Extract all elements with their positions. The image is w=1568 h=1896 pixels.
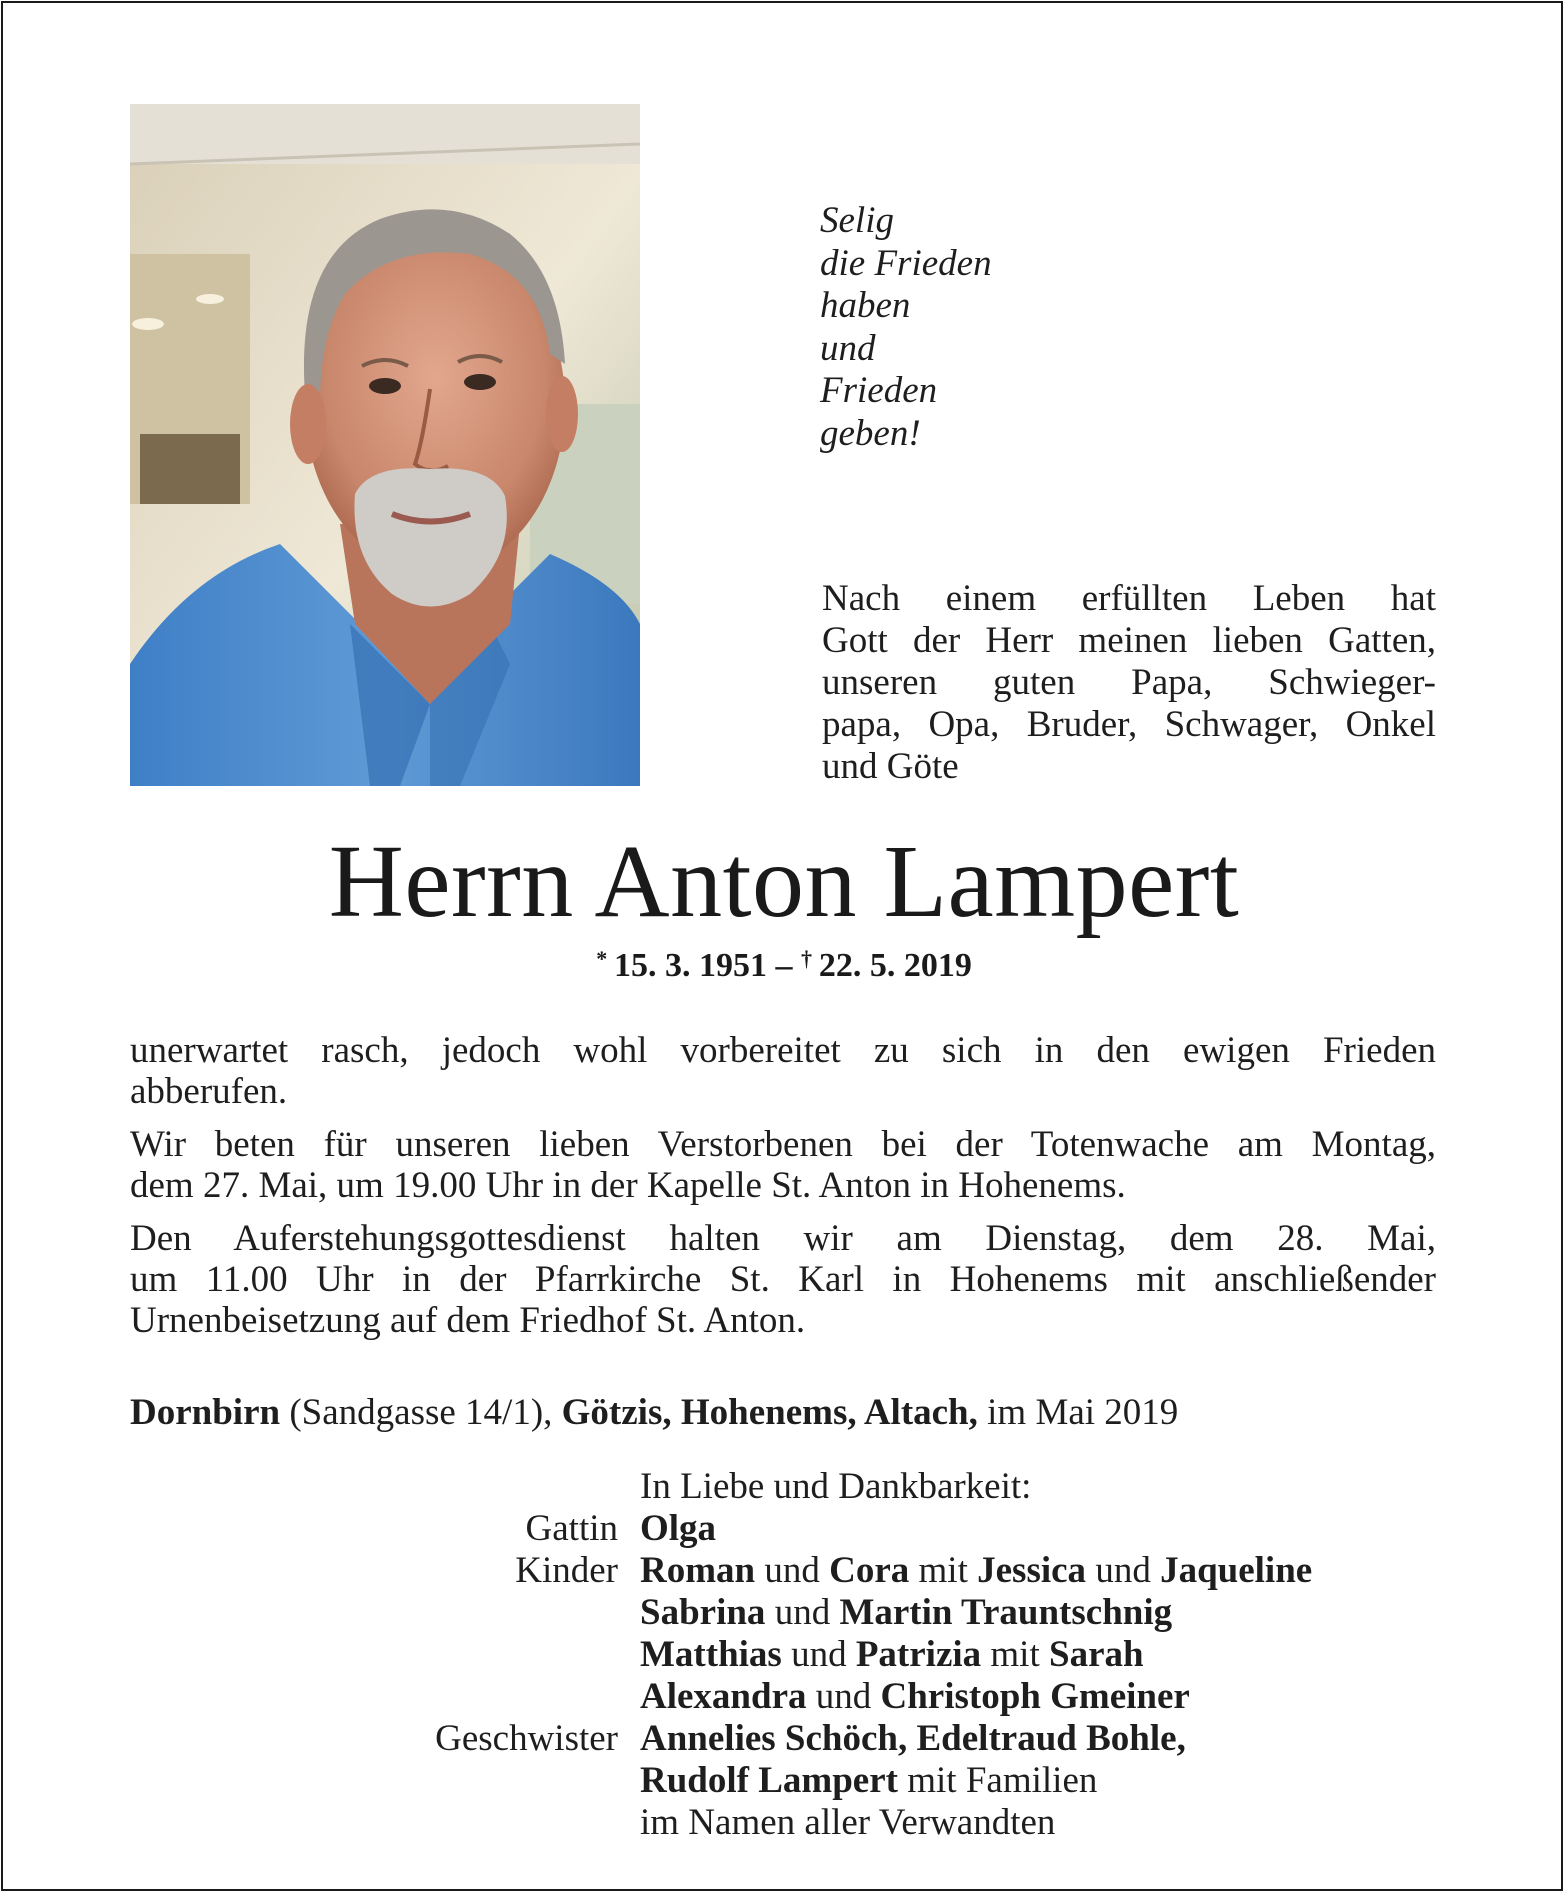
sibling-names: Rudolf Lampert [640, 1760, 898, 1801]
intro-paragraph [822, 578, 1436, 788]
death-date: 22. 5. 2019 [818, 947, 972, 984]
intro-line: und Göte [822, 746, 959, 787]
quote-line: geben! [820, 412, 921, 454]
gattin-name: Olga [640, 1508, 717, 1549]
body-paragraph [130, 1218, 1436, 1341]
conjunction: und [791, 1634, 847, 1675]
died-mark: † [801, 946, 812, 971]
born-mark: * [596, 946, 608, 971]
place-city: Dornbirn [130, 1392, 281, 1433]
child-name: Roman [640, 1550, 756, 1591]
intro-line: Nach einem erfüllten Leben hat [822, 578, 1436, 619]
conjunction: und [1095, 1550, 1151, 1591]
gattin-label: Gattin [525, 1508, 618, 1549]
body-line: Urnenbeisetzung auf dem Friedhof St. Anton. [130, 1300, 806, 1341]
quote-line: Selig [820, 200, 894, 241]
child-partner-name: Martin Trauntschnig [839, 1592, 1173, 1633]
body-line: abberufen. [130, 1071, 288, 1112]
bible-quote [820, 200, 992, 455]
greeting: In Liebe und Dankbarkeit: [640, 1466, 1032, 1507]
conjunction: und [815, 1676, 872, 1717]
child-name: Alexandra [640, 1676, 807, 1717]
body-line: um 11.00 Uhr in der Pfarrkirche St. Karl in Hohenems mit anschließender [130, 1259, 1436, 1300]
body-paragraph [130, 1124, 1436, 1206]
place-towns: Götzis, Hohenems, Altach, [561, 1392, 978, 1433]
quote-line: Frieden [820, 370, 938, 411]
conjunction: mit [990, 1634, 1040, 1675]
closing-line: im Namen aller Verwandten [640, 1802, 1056, 1843]
sibling-suffix: mit Familien [907, 1760, 1098, 1801]
life-dates [0, 946, 1568, 985]
body-line: unerwartet rasch, jedoch wohl vorbereitet zu sich in den ewigen Frieden [130, 1030, 1436, 1071]
sibling-names: Annelies Schöch, Edeltraud Bohle, [640, 1718, 1186, 1759]
child-partner-name: Christoph Gmeiner [880, 1676, 1190, 1717]
family-list [0, 1466, 1568, 1844]
grandchild-name: Jessica [977, 1550, 1087, 1591]
quote-line: haben [820, 285, 911, 326]
body-paragraph [130, 1030, 1436, 1112]
conjunction: mit [918, 1550, 968, 1591]
announcement-body [130, 1030, 1436, 1353]
family-line [640, 1634, 1144, 1676]
deceased-name: Herrn Anton Lampert [328, 824, 1240, 939]
date-separator: – [775, 947, 793, 984]
child-partner-name: Cora [829, 1550, 910, 1591]
intro-line: unseren guten Papa, Schwieger- [822, 662, 1436, 703]
intro-line: Gott der Herr meinen lieben Gatten, [822, 620, 1436, 661]
portrait-photo [130, 104, 640, 786]
intro-line: papa, Opa, Bruder, Schwager, Onkel [822, 704, 1436, 745]
family-line [640, 1550, 1312, 1592]
family-line [640, 1676, 1190, 1718]
quote-line: und [820, 327, 876, 369]
place-address: (Sandgasse 14/1), [289, 1392, 553, 1433]
geschwister-label: Geschwister [435, 1718, 618, 1759]
conjunction: und [764, 1550, 820, 1591]
body-line: dem 27. Mai, um 19.00 Uhr in der Kapelle St. Anton in Hohenems. [130, 1165, 1126, 1206]
conjunction: und [774, 1592, 831, 1633]
grandchild-name: Jaqueline [1160, 1550, 1313, 1591]
family-line [640, 1592, 1172, 1634]
child-partner-name: Patrizia [855, 1634, 982, 1675]
birth-date: 15. 3. 1951 [614, 947, 767, 984]
child-name: Sabrina [640, 1592, 766, 1633]
place-date: im Mai 2019 [987, 1392, 1179, 1433]
quote-line: die Frieden [820, 242, 992, 284]
child-name: Matthias [640, 1634, 782, 1675]
kinder-label: Kinder [515, 1550, 618, 1591]
body-line: Wir beten für unseren lieben Verstorbenen bei der Totenwache am Montag, [130, 1124, 1436, 1165]
family-line [640, 1760, 1097, 1802]
grandchild-name: Sarah [1049, 1634, 1144, 1675]
body-line: Den Auferstehungsgottesdienst halten wir am Dienstag, dem 28. Mai, [130, 1218, 1436, 1259]
place-date-line [130, 1392, 1178, 1434]
